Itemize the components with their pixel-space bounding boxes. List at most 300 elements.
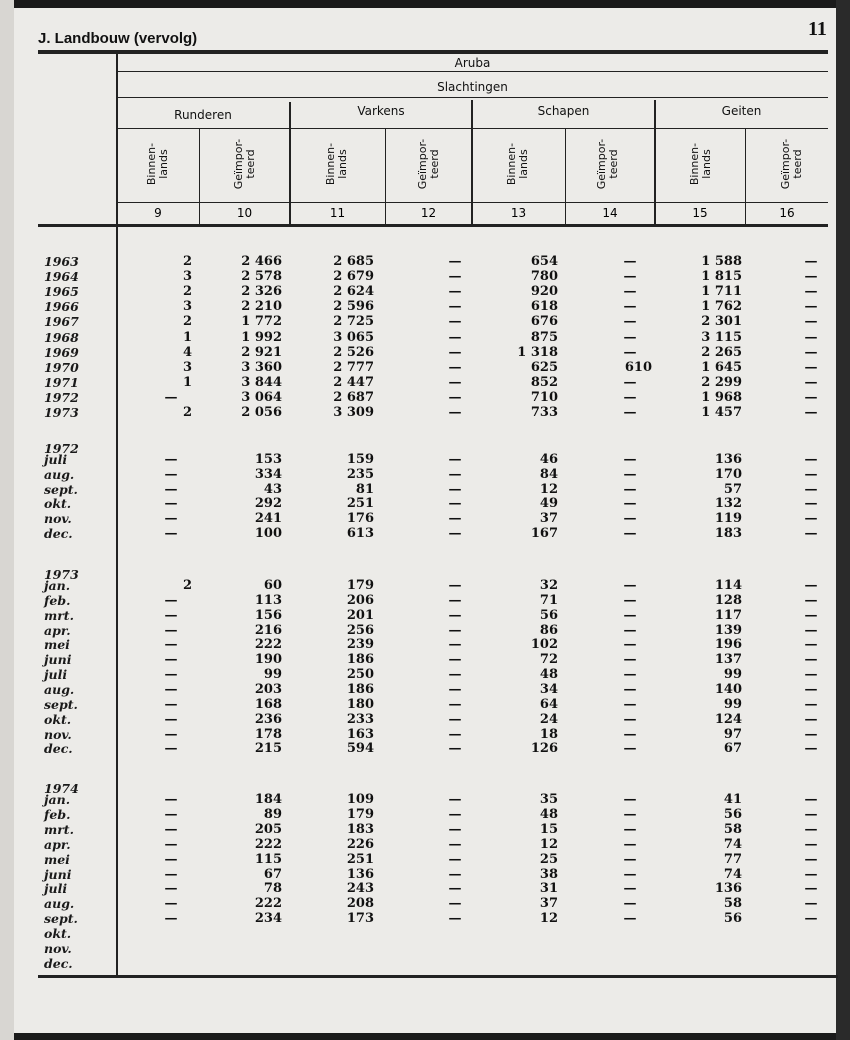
table-cell-col-9: — [164, 389, 178, 405]
row-label: nov. [44, 941, 72, 956]
table-cell-col-10: 3 360 [241, 359, 282, 375]
subcol-11: Binnen- lands [324, 142, 349, 186]
table-cell-col-9: — [164, 526, 178, 541]
table-cell-col-11: 2 526 [333, 344, 374, 360]
table-cell-col-12: — [448, 696, 462, 712]
table-cell-col-11: 235 [346, 466, 374, 482]
table-cell-col-14: — [623, 637, 637, 653]
table-cell-col-10: 67 [263, 866, 282, 882]
table-cell-col-9: — [164, 466, 178, 482]
table-cell-col-15: 170 [714, 466, 742, 482]
table-cell-col-12: — [448, 911, 462, 927]
table-cell-col-13: 34 [539, 681, 558, 697]
table-cell-col-11: 109 [346, 792, 374, 807]
subcol-9: Binnen- lands [145, 142, 170, 186]
table-cell-col-15: 99 [723, 667, 742, 683]
row-label: dec. [44, 955, 73, 971]
table-cell-col-16: — [804, 374, 818, 390]
table-cell-col-15: 196 [714, 637, 742, 653]
table-cell-col-12: — [448, 374, 462, 390]
table-cell-col-16: — [804, 866, 818, 882]
table-cell-col-16: — [804, 881, 818, 897]
table-cell-col-9: — [164, 821, 178, 837]
table-cell-col-11: 179 [346, 578, 374, 593]
table-cell-col-9: 3 [182, 299, 192, 315]
table-cell-col-16: — [804, 526, 818, 541]
table-cell-col-10: 236 [254, 711, 282, 727]
table-cell-col-14: — [623, 711, 637, 727]
table-cell-col-9: — [164, 711, 178, 727]
table-cell-col-11: 2 596 [333, 299, 374, 315]
region-header: Aruba [454, 56, 491, 70]
row-label: juli [44, 881, 68, 897]
table-cell-col-15: 114 [714, 578, 742, 593]
row-label: dec. [44, 526, 73, 541]
table-cell-col-14: — [623, 806, 637, 822]
table-cell-col-15: 74 [723, 866, 742, 882]
table-cell-col-12: — [448, 836, 462, 852]
row-label: sept. [44, 696, 78, 712]
section-title: J. Landbouw (vervolg) [38, 30, 198, 47]
table-cell-col-11: 613 [346, 526, 374, 541]
table-cell-col-10: 3 064 [241, 389, 282, 405]
row-label: juni [44, 866, 72, 882]
rule [117, 97, 828, 98]
table-cell-col-9: — [164, 836, 178, 852]
table-cell-col-15: 1 762 [701, 299, 742, 315]
row-label: feb. [44, 806, 71, 822]
table-cell-col-12: — [448, 821, 462, 837]
table-cell-col-11: 163 [346, 726, 374, 742]
table-cell-col-9: — [164, 481, 178, 497]
table-cell-col-10: 156 [254, 607, 282, 623]
table-cell-col-11: 2 725 [333, 314, 374, 330]
table-cell-col-14: — [623, 881, 637, 897]
subcol-14: Geïmpor- teerd [595, 138, 620, 190]
table-cell-col-9: — [164, 637, 178, 653]
table-cell-col-13: 102 [530, 637, 558, 653]
section-heading: 1974 [44, 781, 79, 796]
table-cell-col-13: 24 [539, 711, 558, 727]
table-cell-col-12: — [448, 284, 462, 300]
table-cell-col-12: — [448, 607, 462, 623]
row-label: aug. [44, 681, 75, 697]
table-cell-col-11: 186 [346, 652, 374, 668]
table-cell-col-11: 179 [346, 806, 374, 822]
table-cell-col-9: — [164, 652, 178, 668]
colnum: 16 [779, 206, 795, 220]
table-cell-col-13: 48 [539, 667, 558, 683]
table-cell-col-16: — [804, 792, 818, 807]
table-cell-col-11: 2 624 [333, 284, 374, 300]
table-cell-col-11: 173 [346, 911, 374, 927]
row-label: nov. [44, 726, 72, 742]
table-cell-col-10: 100 [254, 526, 282, 541]
table-cell-col-9: — [164, 792, 178, 807]
table-cell-col-14: — [623, 374, 637, 390]
table-cell-col-16: — [804, 359, 818, 375]
table-cell-col-16: — [804, 299, 818, 315]
table-cell-col-14: — [623, 866, 637, 882]
table-cell-col-15: 74 [723, 836, 742, 852]
table-cell-col-13: 12 [539, 481, 558, 497]
row-label: 1968 [44, 329, 79, 345]
table-cell-col-9: — [164, 667, 178, 683]
table-cell-col-13: 618 [530, 299, 558, 315]
table-cell-col-10: 43 [263, 481, 282, 497]
subcol-12: Geïmpor- teerd [416, 138, 441, 190]
table-cell-col-11: 3 065 [333, 329, 374, 345]
table-cell-col-13: 920 [530, 284, 558, 300]
row-label: okt. [44, 926, 72, 942]
table-cell-col-11: 81 [355, 481, 374, 497]
page-edge [836, 0, 850, 1040]
table-cell-col-12: — [448, 496, 462, 512]
table-cell-col-13: 676 [530, 314, 558, 330]
table-cell-col-9: — [164, 851, 178, 867]
table-cell-col-14: — [623, 696, 637, 712]
table-cell-col-15: 1 968 [701, 389, 742, 405]
table-cell-col-11: 186 [346, 681, 374, 697]
table-cell-col-11: 2 685 [333, 254, 374, 269]
table-cell-col-12: — [448, 389, 462, 405]
table-cell-col-15: 2 265 [701, 344, 742, 360]
table-cell-col-15: 77 [723, 851, 742, 867]
table-cell-col-10: 216 [254, 622, 282, 638]
colnum: 9 [154, 206, 162, 220]
table-cell-col-10: 178 [254, 726, 282, 742]
table-cell-col-14: — [623, 466, 637, 482]
row-label: okt. [44, 496, 72, 512]
table-cell-col-12: — [448, 344, 462, 360]
table-cell-col-12: — [448, 741, 462, 757]
table-cell-col-11: 183 [346, 821, 374, 837]
table-cell-col-16: — [804, 741, 818, 757]
section-heading: 1973 [44, 567, 79, 582]
table-cell-col-11: 250 [346, 667, 374, 683]
stub-divider [116, 54, 118, 976]
table-cell-col-14: — [623, 329, 637, 345]
table-cell-col-15: 58 [723, 896, 742, 912]
table-cell-col-12: — [448, 359, 462, 375]
row-label: 1969 [44, 344, 79, 360]
table-cell-col-13: 71 [539, 592, 558, 608]
table-cell-col-15: 99 [723, 696, 742, 712]
table-cell-col-13: 31 [539, 881, 558, 897]
table-cell-col-13: 37 [539, 896, 558, 912]
table-cell-col-11: 2 679 [333, 269, 374, 285]
table-cell-col-14: — [623, 652, 637, 668]
table-cell-col-11: 2 777 [333, 359, 374, 375]
row-label: mrt. [44, 821, 74, 837]
row-label: apr. [44, 622, 71, 638]
table-cell-col-10: 99 [263, 667, 282, 683]
table-cell-col-14: — [623, 344, 637, 360]
book-spine [0, 0, 14, 1040]
table-cell-col-9: — [164, 881, 178, 897]
table-cell-col-9: 3 [182, 269, 192, 285]
row-label: 1972 [44, 389, 79, 405]
table-cell-col-10: 2 921 [241, 344, 282, 360]
table-cell-col-15: 136 [714, 881, 742, 897]
table-cell-col-14: — [623, 389, 637, 405]
row-label: 1965 [44, 284, 79, 300]
row-label: juni [44, 652, 72, 668]
table-cell-col-16: — [804, 667, 818, 683]
table-cell-col-9: 1 [182, 329, 192, 345]
table-cell-col-16: — [804, 681, 818, 697]
table-cell-col-10: 1 772 [241, 314, 282, 330]
table-cell-col-9: 2 [182, 405, 192, 420]
table-cell-col-12: — [448, 511, 462, 527]
table-cell-col-11: 208 [346, 896, 374, 912]
table-cell-col-12: — [448, 792, 462, 807]
table-cell-col-12: — [448, 681, 462, 697]
table-cell-col-9: — [164, 622, 178, 638]
table-cell-col-11: 2 447 [333, 374, 374, 390]
table-cell-col-15: 119 [714, 511, 742, 527]
table-cell-col-13: 64 [539, 696, 558, 712]
row-label: mei [44, 851, 70, 867]
table-cell-col-16: — [804, 481, 818, 497]
table-cell-col-10: 215 [254, 741, 282, 757]
bottom-rule [38, 975, 838, 978]
row-label: okt. [44, 711, 72, 727]
table-cell-col-11: 2 687 [333, 389, 374, 405]
table-cell-col-16: — [804, 314, 818, 330]
table-cell-col-13: 126 [530, 741, 558, 757]
rule [117, 128, 828, 129]
table-cell-col-15: 41 [723, 792, 742, 807]
table-cell-col-10: 222 [254, 896, 282, 912]
section-heading: 1972 [44, 441, 79, 456]
table-cell-col-14: — [623, 607, 637, 623]
table-cell-col-13: 46 [539, 452, 558, 467]
table-cell-col-11: 256 [346, 622, 374, 638]
table-cell-col-13: 38 [539, 866, 558, 882]
table-cell-col-16: — [804, 389, 818, 405]
table-cell-col-12: — [448, 481, 462, 497]
table-cell-col-15: 2 299 [701, 374, 742, 390]
table-cell-col-12: — [448, 466, 462, 482]
table-cell-col-10: 334 [254, 466, 282, 482]
table-cell-col-14: — [623, 741, 637, 757]
table-cell-col-14: — [623, 667, 637, 683]
row-label: sept. [44, 911, 78, 927]
table-cell-col-14: 610 [624, 359, 652, 375]
table-cell-col-11: 243 [346, 881, 374, 897]
table-cell-col-10: 168 [254, 696, 282, 712]
table-cell-col-15: 3 115 [701, 329, 742, 345]
table-cell-col-9: — [164, 696, 178, 712]
table-cell-col-12: — [448, 269, 462, 285]
table-cell-col-9: — [164, 511, 178, 527]
table-cell-col-9: 2 [182, 578, 192, 593]
table-cell-col-12: — [448, 254, 462, 269]
table-cell-col-15: 140 [714, 681, 742, 697]
table-cell-col-12: — [448, 667, 462, 683]
table-cell-col-9: 2 [182, 284, 192, 300]
table-cell-col-14: — [623, 726, 637, 742]
table-cell-col-13: 48 [539, 806, 558, 822]
rule [117, 202, 828, 203]
table-cell-col-12: — [448, 866, 462, 882]
table-cell-col-15: 58 [723, 821, 742, 837]
table-cell-col-12: — [448, 578, 462, 593]
table-cell-col-12: — [448, 526, 462, 541]
table-cell-col-9: — [164, 726, 178, 742]
colnum: 12 [420, 206, 437, 220]
table-cell-col-11: 251 [346, 851, 374, 867]
colnum: 13 [510, 206, 527, 220]
table-cell-col-13: 72 [539, 652, 558, 668]
group-schapen: Schapen [537, 104, 590, 118]
table-cell-col-10: 3 844 [241, 374, 282, 390]
table-cell-col-10: 2 210 [241, 299, 282, 315]
table-cell-col-10: 89 [263, 806, 282, 822]
row-label: 1963 [44, 254, 79, 269]
row-label: juli [44, 452, 68, 467]
table-cell-col-13: 12 [539, 911, 558, 927]
table-cell-col-14: — [623, 526, 637, 541]
table-cell-col-10: 2 326 [241, 284, 282, 300]
subcol-15: Binnen- lands [688, 142, 713, 186]
table-cell-col-15: 2 301 [701, 314, 742, 330]
table-cell-col-11: 3 309 [333, 405, 374, 420]
row-label: 1970 [44, 359, 79, 375]
table-cell-col-14: — [623, 511, 637, 527]
table-cell-col-16: — [804, 652, 818, 668]
table-cell-col-16: — [804, 405, 818, 420]
table-cell-col-12: — [448, 726, 462, 742]
table-cell-col-11: 136 [346, 866, 374, 882]
table-cell-col-13: 32 [539, 578, 558, 593]
table-cell-col-9: — [164, 896, 178, 912]
table-cell-col-9: — [164, 911, 178, 927]
table-cell-col-11: 251 [346, 496, 374, 512]
table-cell-col-9: — [164, 607, 178, 623]
table-cell-col-9: 2 [182, 314, 192, 330]
table-cell-col-15: 56 [723, 911, 742, 927]
table-cell-col-16: — [804, 637, 818, 653]
row-label: sept. [44, 481, 78, 497]
colnum: 14 [602, 206, 618, 220]
table-cell-col-11: 239 [346, 637, 374, 653]
table-cell-col-10: 1 992 [241, 329, 282, 345]
table-cell-col-16: — [804, 578, 818, 593]
table-cell-col-12: — [448, 405, 462, 420]
table-cell-col-13: 56 [539, 607, 558, 623]
table-cell-col-13: 18 [539, 726, 558, 742]
group-runderen: Runderen [174, 108, 232, 122]
table-cell-col-13: 167 [530, 526, 558, 541]
table-cell-col-13: 780 [530, 269, 558, 285]
row-label: mrt. [44, 607, 74, 623]
table-cell-col-13: 1 318 [517, 344, 558, 360]
row-label: feb. [44, 592, 71, 608]
table-cell-col-10: 292 [254, 496, 282, 512]
row-label: juli [44, 667, 68, 683]
table-cell-col-15: 57 [723, 481, 742, 497]
table-cell-col-14: — [623, 592, 637, 608]
table-cell-col-16: — [804, 851, 818, 867]
row-label: jan. [44, 792, 71, 807]
table-cell-col-15: 137 [714, 652, 742, 668]
table-cell-col-16: — [804, 896, 818, 912]
table-cell-col-15: 132 [714, 496, 742, 512]
table-cell-col-10: 78 [263, 881, 282, 897]
rule [117, 71, 828, 72]
table-cell-col-15: 1 815 [701, 269, 742, 285]
table-cell-col-9: — [164, 592, 178, 608]
table-cell-col-16: — [804, 466, 818, 482]
table-cell-col-16: — [804, 696, 818, 712]
table-cell-col-14: — [623, 481, 637, 497]
colnum: 10 [236, 206, 253, 220]
table-cell-col-10: 205 [254, 821, 282, 837]
table-cell-col-10: 222 [254, 637, 282, 653]
table-cell-col-16: — [804, 726, 818, 742]
table-cell-col-10: 2 578 [241, 269, 282, 285]
table-cell-col-13: 49 [539, 496, 558, 512]
table-cell-col-9: 1 [182, 374, 192, 390]
subcol-13: Binnen- lands [505, 142, 530, 186]
table-cell-col-12: — [448, 452, 462, 467]
table-cell-col-15: 67 [723, 741, 742, 757]
header-bottom-rule [38, 224, 828, 227]
table-cell-col-12: — [448, 592, 462, 608]
topic-header: Slachtingen [437, 80, 508, 94]
table-cell-col-10: 60 [263, 578, 282, 593]
colnum: 15 [692, 206, 708, 220]
table-cell-col-11: 180 [346, 696, 374, 712]
table-cell-col-16: — [804, 622, 818, 638]
row-label: 1964 [44, 269, 79, 285]
table-cell-col-13: 35 [539, 792, 558, 807]
table-cell-col-9: — [164, 496, 178, 512]
table-cell-col-11: 594 [346, 741, 374, 757]
table-cell-col-14: — [623, 622, 637, 638]
table-cell-col-11: 206 [346, 592, 374, 608]
table-cell-col-12: — [448, 881, 462, 897]
table-cell-col-13: 25 [539, 851, 558, 867]
table-cell-col-14: — [623, 896, 637, 912]
table-cell-col-11: 201 [346, 607, 374, 623]
table-cell-col-16: — [804, 254, 818, 269]
table-cell-col-14: — [623, 836, 637, 852]
table-cell-col-15: 1 711 [701, 284, 742, 300]
colnum: 11 [329, 206, 346, 220]
table-cell-col-12: — [448, 622, 462, 638]
subcol-16: Geïmpor- teerd [779, 138, 804, 190]
table-cell-col-10: 184 [254, 792, 282, 807]
table-cell-col-12: — [448, 637, 462, 653]
table-cell-col-13: 86 [539, 622, 558, 638]
table-cell-col-13: 84 [539, 466, 558, 482]
table-cell-col-16: — [804, 836, 818, 852]
page-number: 11 [808, 18, 827, 40]
table-cell-col-9: 3 [182, 359, 192, 375]
table-cell-col-15: 117 [714, 607, 742, 623]
table-cell-col-16: — [804, 269, 818, 285]
row-label: 1971 [44, 374, 79, 390]
table-cell-col-12: — [448, 314, 462, 330]
table-cell-col-15: 136 [714, 452, 742, 467]
table-cell-col-14: — [623, 284, 637, 300]
table-cell-col-16: — [804, 806, 818, 822]
row-label: 1967 [44, 314, 79, 330]
table-cell-col-16: — [804, 329, 818, 345]
